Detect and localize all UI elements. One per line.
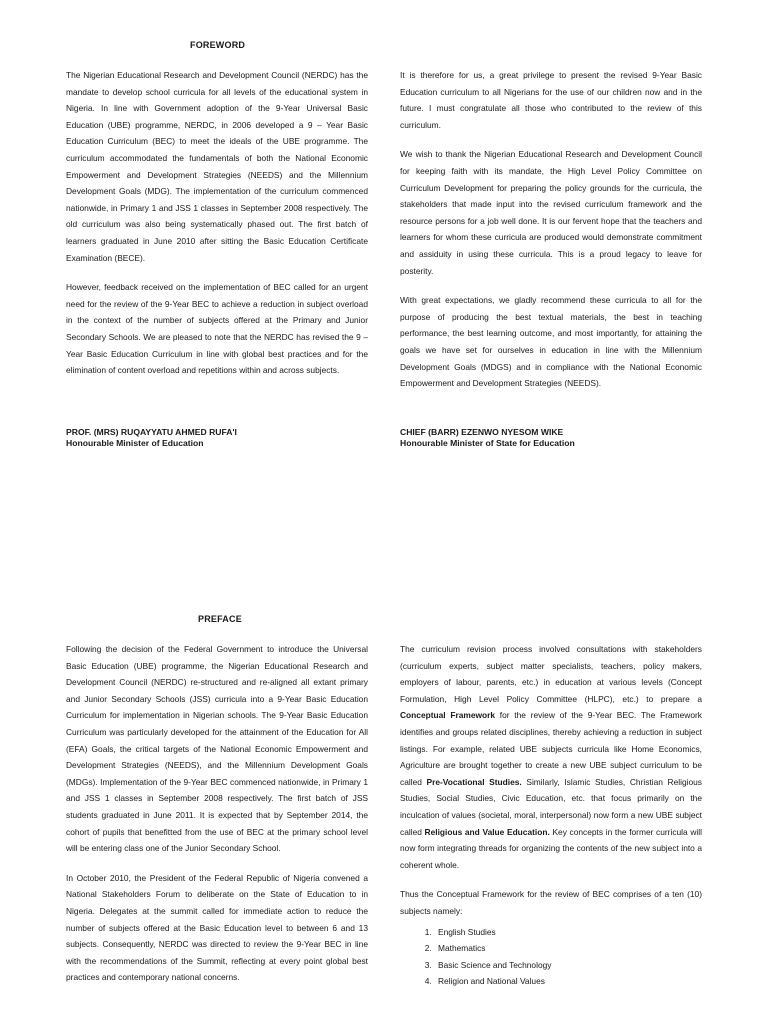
preface-paragraph-2: In October 2010, the President of the Federal Republic of Nigeria convened a National Stakeholders Forum to deliberate on the State of Education to in Nigeria. Delegates at the summit called for immediate action to reduce the number of subjects offered at the Basic Education level to between 6 and 13 subjects. Consequently, NERDC was directed to review the 9-Year BEC in line with the recommendations of the Summit, reflecting at every point global best practices and contemporary national concerns.	[66, 872, 368, 983]
foreword-paragraph-3: It is therefore for us, a great privilege to present the revised 9-Year Basic Education curriculum to all Nigerians for the use of our children now and in the future. I must congratulate all those who contributed to the review of this curriculum.	[400, 70, 702, 130]
signatory-right-name: CHIEF (BARR) EZENWO NYESOM WIKE	[400, 427, 564, 437]
foreword-heading: FOREWORD	[190, 40, 246, 50]
subject-item: 1. English Studies	[434, 924, 702, 941]
pre-vocational-studies-term: Pre-Vocational Studies.	[426, 776, 522, 787]
signatory-left-name: PROF. (MRS) RUQAYYATU AHMED RUFA'I	[66, 427, 237, 437]
foreword-paragraph-2: However, feedback received on the implementation of BEC called for an urgent need for the review of the 9-Year BEC to achieve a reduction in subject overload in the context of the number of subjects offered at the Primary and Junior Secondary Schools. We are pleased to note that the NERDC has revised the 9 – Year Basic Education Curriculum in line with global best practices and for the elimination of content overload and repetitions within and across subjects.	[66, 282, 368, 376]
subject-item: 2. Mathematics	[434, 940, 702, 957]
preface-paragraph-4: Thus the Conceptual Framework for the review of BEC comprises of a ten (10) subjects namely:	[400, 889, 702, 916]
foreword-left-column	[66, 67, 368, 392]
signatory-right	[400, 427, 575, 449]
preface-right-column	[400, 641, 702, 990]
conceptual-framework-term: Conceptual Framework	[400, 710, 496, 721]
preface-paragraph-3: The curriculum revision process involved consultations with stakeholders (curriculum experts, subject matter specialists, teachers, policy makers, employers of labour, parents, etc.) in education at various levels (Concept Formulation, High Level Policy Committee (HLPC), etc.) to prepare a Conceptual Framework for the review of the 9-Year BEC. The Framework identifies and groups related disciplines, thereby achieving a reduction in subject listings. For example, related UBE subjects curricula like Home Economics, Agriculture are brought together to create a new UBE subject curriculum to be called Pre-Vocational Studies. Similarly, Islamic Studies, Christian Religious Studies, Social Studies, Civic Education, etc. that focus primarily on the inculcation of values (societal, moral, interpersonal) now form a new UBE subject called Religious and Value Education. Key concepts in the former curricula will now form integrating threads for organizing the contents of the new subject into a coherent whole.	[400, 644, 702, 870]
subject-item: 3. Basic Science and Technology	[434, 957, 702, 974]
preface-paragraph-1: Following the decision of the Federal Government to introduce the Universal Basic Education (UBE) programme, the Nigerian Educational Research and Development Council (NERDC) re-structured and re-aligned all extant primary and Junior Secondary Schools (JSS) curricula into a 9-Year Basic Education Curriculum for implementation in Nigerian schools. The 9-Year Basic Education Curriculum was particularly developed for the attainment of the Education for All (EFA) Goals, the critical targets of the National Economic Empowerment and Development Strategies (NEEDS), and the Millennium Development Goals (MDGs). Implementation of the 9-Year BEC commenced nationwide, in Primary 1 and JSS 1 classes in September 2008 respectively. The first batch of JSS students graduated in June 2011. It is expected that by September 2014, the cohort of pupils that benefitted from the use of BEC at the primary school level will be entering class one of the Junior Secondary School.	[66, 644, 368, 854]
subject-item: 4. Religion and National Values	[434, 973, 702, 990]
preface-heading: PREFACE	[198, 614, 242, 624]
foreword-paragraph-4: We wish to thank the Nigerian Educational Research and Development Council for keeping faith with its mandate, the High Level Policy Committee on Curriculum Development for preparing the policy grounds for the curricula, the stakeholders that made input into the revised curriculum framework and the resource persons for a job well done. It is our fervent hope that the teachers and learners for whom these curricula are produced would demonstrate commitment and assiduity in using these curricula. This is a proud legacy to leave for posterity.	[400, 149, 702, 276]
foreword-paragraph-5: With great expectations, we gladly recommend these curricula to all for the purpose of producing the best textual materials, the best in teaching performance, the best learning outcome, and most importantly, for attaining the goals we have set for ourselves in education in line with the Millennium Development Goals (MDGS) and in compliance with the National Economic Empowerment and Development Strategies (NEEDS).	[400, 295, 702, 389]
foreword-right-column	[400, 67, 702, 405]
preface-left-column	[66, 641, 368, 999]
subjects-list	[400, 924, 702, 990]
religious-value-education-term: Religious and Value Education.	[424, 826, 550, 837]
signatory-left-title: Honourable Minister of Education	[66, 438, 204, 448]
foreword-paragraph-1: The Nigerian Educational Research and Development Council (NERDC) has the mandate to develop school curricula for all levels of the educational system in Nigeria. In line with Government adoption of the 9-Year Universal Basic Education (UBE) programme, NERDC, in 2006 developed a 9 – Year Basic Education Curriculum (BEC) to meet the ideals of the UBE programme. The curriculum accommodated the fundamentals of both the National Economic Empowerment and Development Strategies (NEEDS) and the Millennium Development Goals (MDG). The implementation of the curriculum commenced nationwide, in Primary 1 and JSS 1 classes in September 2008 respectively. The old curriculum was also being systematically phased out. The first batch of learners graduated in June 2010 after sitting the Basic Education Certificate Examination (BECE).	[66, 70, 368, 263]
signatory-right-title: Honourable Minister of State for Education	[400, 438, 575, 448]
signatory-left	[66, 427, 237, 449]
